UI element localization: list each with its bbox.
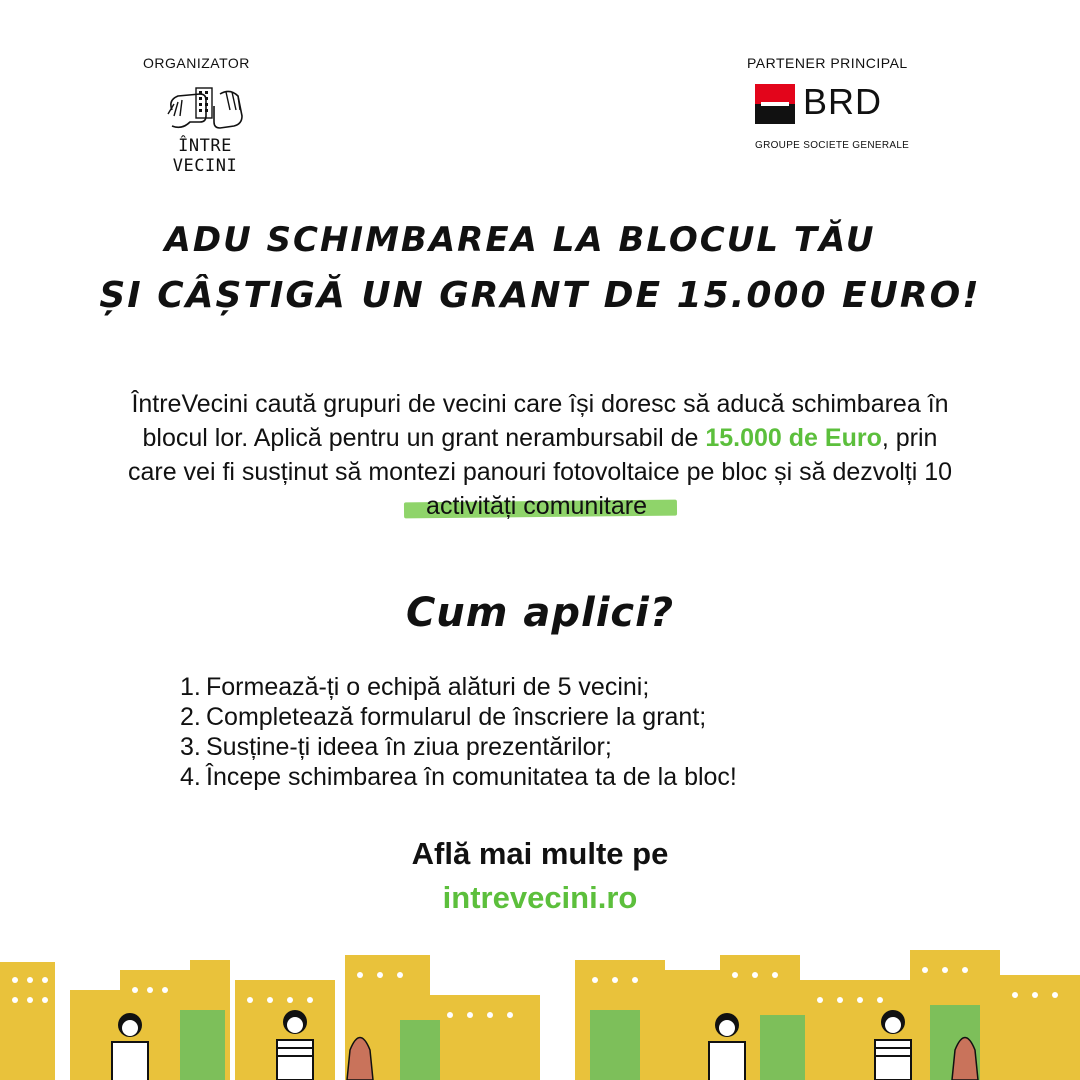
step-text: Începe schimbarea în comunitatea ta de la bloc! [206, 763, 737, 791]
brd-subtitle: GROUPE SOCIETE GENERALE [755, 140, 910, 151]
step-number: 4. [180, 763, 201, 791]
headline-line-1: ADU SCHIMBAREA LA BLOCUL TĂU [164, 220, 876, 260]
intro-paragraph [120, 387, 960, 523]
step-text: Susține-ți ideea în ziua prezentărilor; [206, 733, 612, 761]
grant-amount: 15.000 de Euro [705, 424, 882, 452]
step-number: 1. [180, 673, 201, 701]
organizer-logo-text: ÎNTRE VECINI [172, 136, 238, 176]
list-item [180, 762, 737, 792]
headline-line-2: ȘI CÂȘTIGĂ UN GRANT DE 15.000 EURO! [99, 275, 981, 316]
list-item [180, 672, 737, 702]
website-link[interactable]: intrevecini.ro [442, 880, 638, 915]
organizer-label: ORGANIZATOR [143, 55, 250, 71]
steps-list [180, 672, 737, 792]
brd-wordmark: BRD [803, 81, 883, 122]
step-text: Formează-ți o echipă alături de 5 vecini; [206, 673, 650, 701]
intro-text-part3: . [646, 492, 654, 520]
list-item [180, 732, 737, 762]
step-number: 3. [180, 733, 201, 761]
highlighted-community-activities: activități comunitare [426, 489, 647, 523]
list-item [180, 702, 737, 732]
intro-text-part1: ÎntreVecini caută grupuri de vecini care își doresc să aducă schimbarea în blocul lor. Aplică pentru un grant nerambursabil de [131, 390, 949, 452]
city-buildings-illustration [0, 950, 1080, 1080]
learn-more-label: Află mai multe pe [411, 836, 669, 871]
step-number: 2. [180, 703, 201, 731]
partner-label: PARTENER PRINCIPAL [747, 55, 908, 71]
how-to-apply-title: Cum aplici? [405, 590, 675, 636]
brd-emblem-icon [755, 84, 795, 124]
intro-text-part2: , prin care vei fi susținut să montezi panouri fotovoltaice pe bloc și să dezvolți 10 [127, 424, 953, 486]
step-text: Completează formularul de înscriere la grant; [206, 703, 707, 731]
